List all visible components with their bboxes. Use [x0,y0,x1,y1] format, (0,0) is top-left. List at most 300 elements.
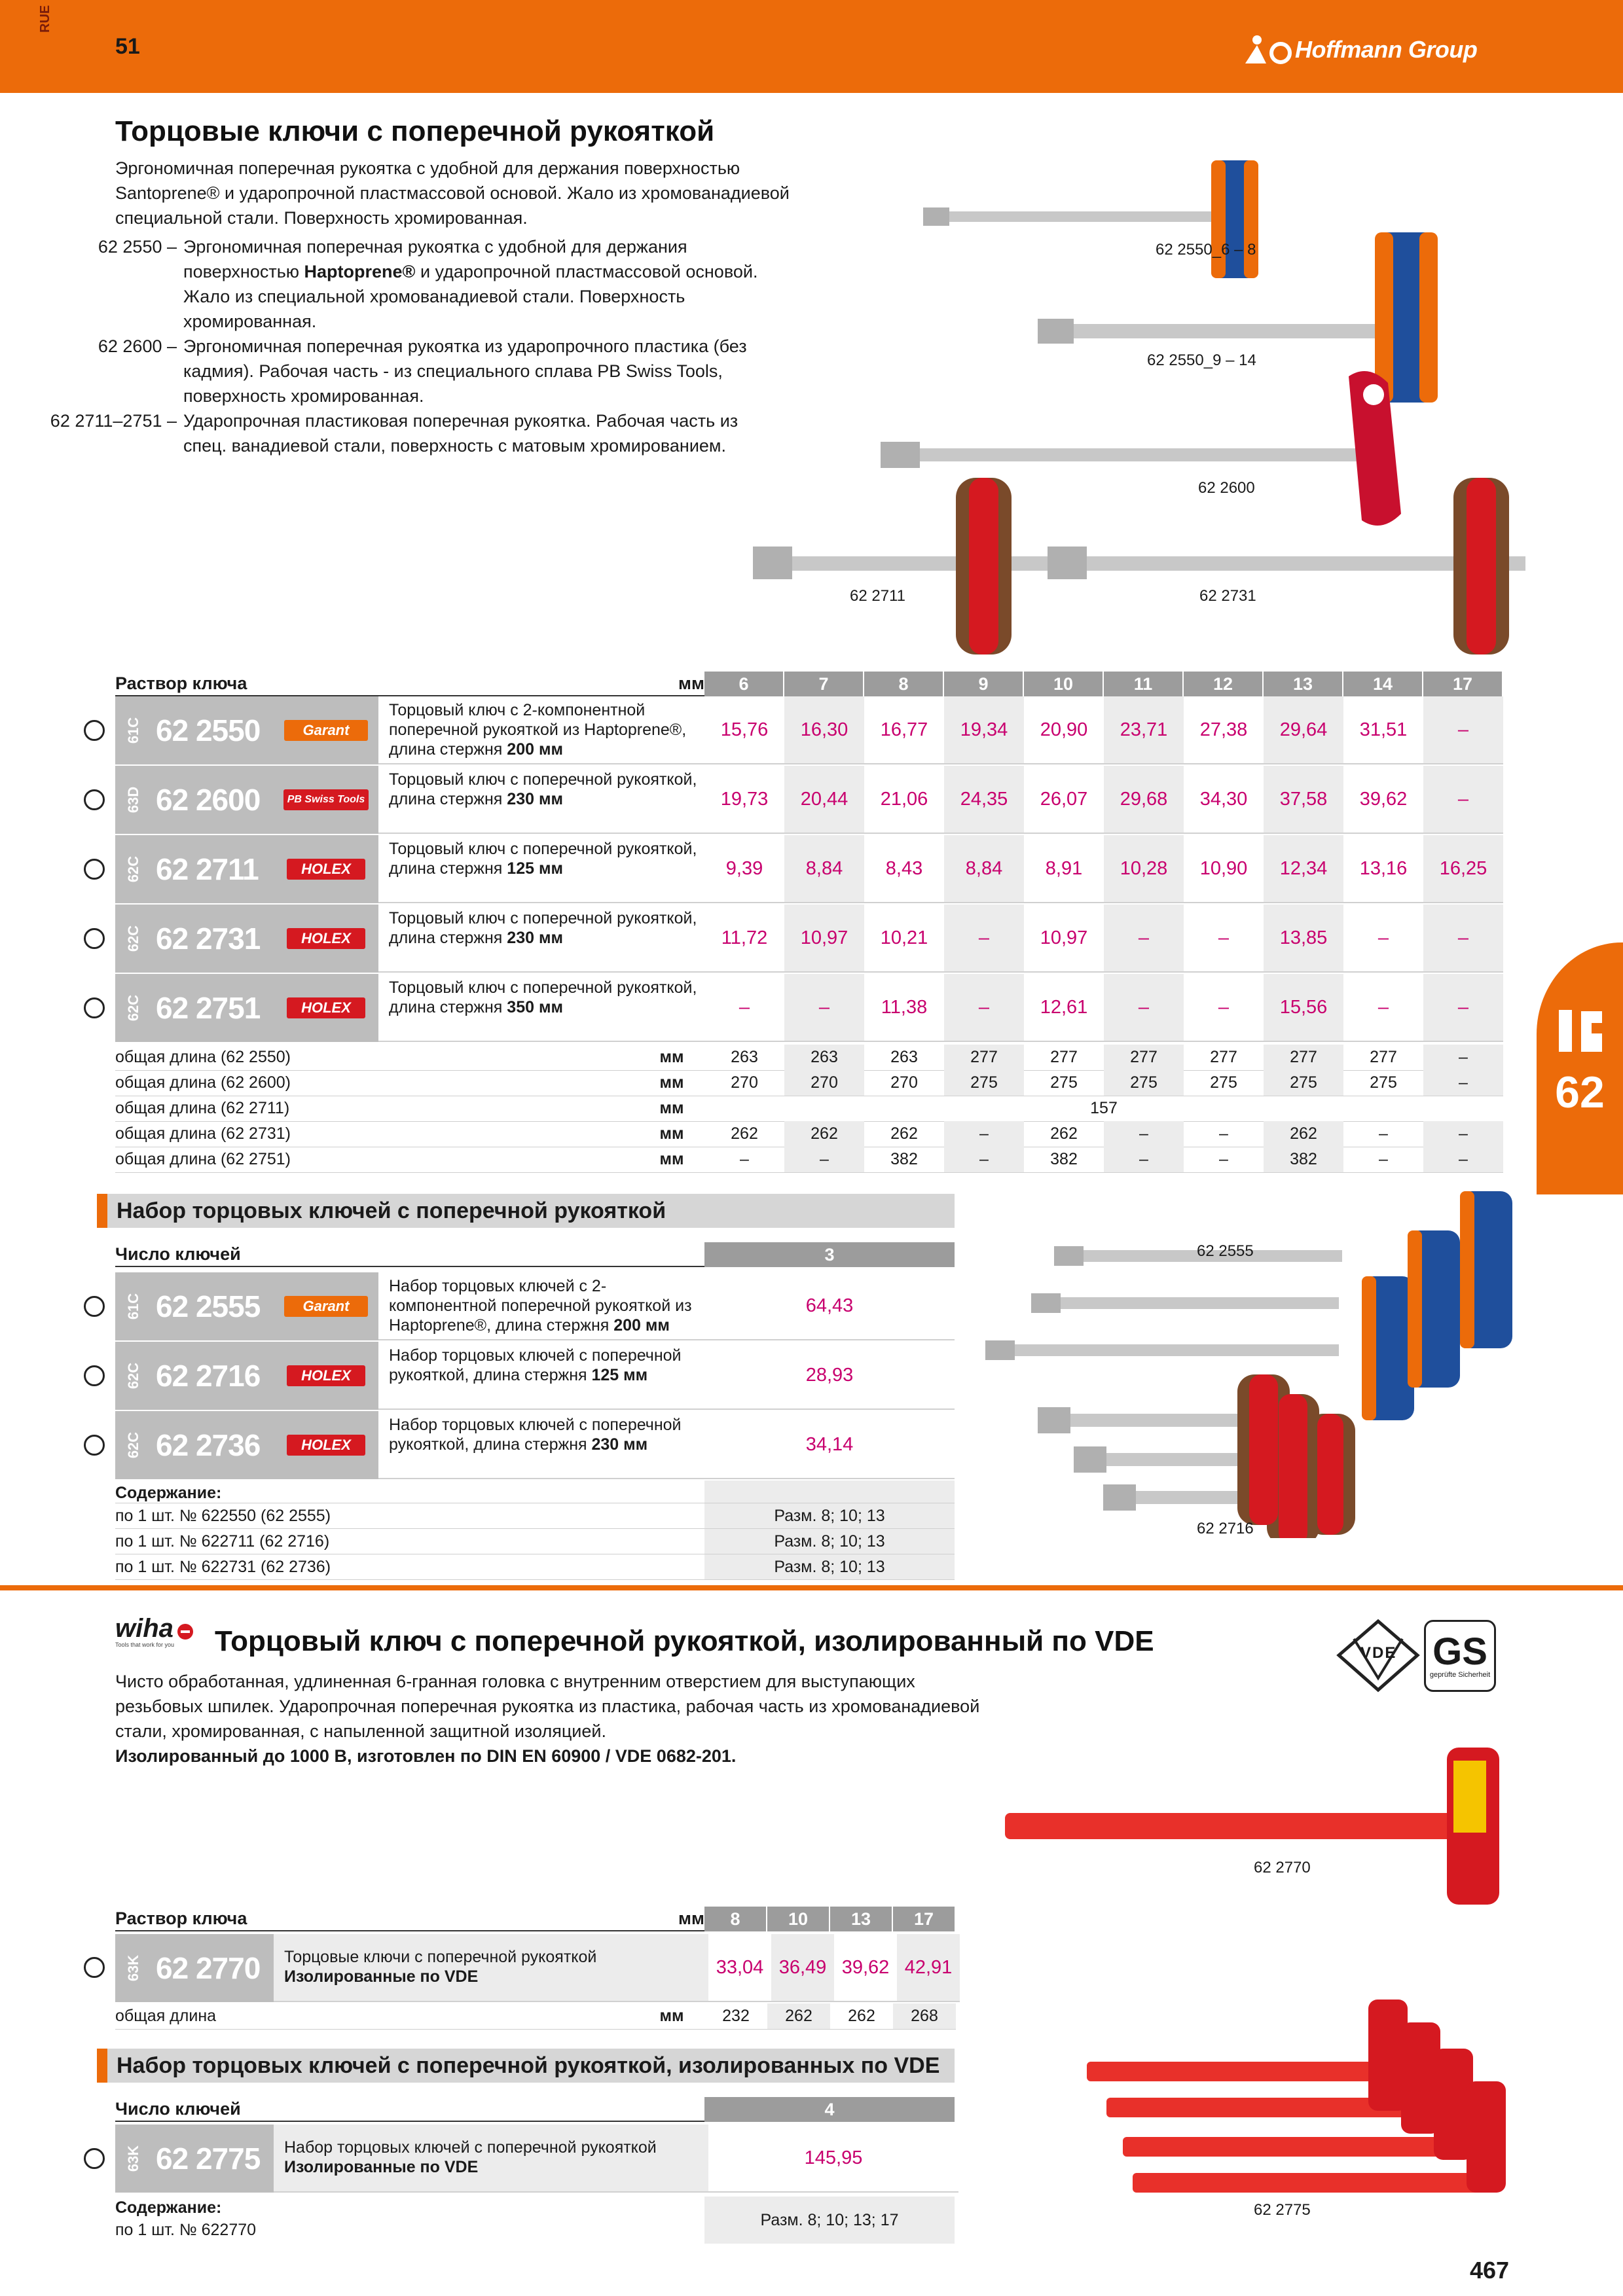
length-label: общая длина (62 2751) [115,1150,291,1168]
description-code: 62 2550 – [98,237,177,257]
length-value: 277 [1370,1048,1397,1066]
price-cell: 64,43 [805,1295,854,1316]
length-value: 262 [1050,1124,1078,1143]
unit-label: мм [678,1909,704,1928]
price-cell: 145,95 [804,2147,863,2168]
price-cell: 11,72 [721,927,768,948]
price-cell: 19,73 [720,788,769,810]
length-value: 262 [767,2003,830,2029]
table-row [115,2125,958,2193]
brand-cell [274,835,378,903]
order-checkbox[interactable] [84,997,105,1018]
length-value: – [1104,1121,1184,1147]
table-row [115,696,1503,764]
brand-logo: HOLEX [287,859,365,880]
section-title: Торцовый ключ с поперечной рукояткой, изолированный по VDE [215,1625,1154,1657]
article-number[interactable]: 62 2736 [152,1411,274,1479]
size-header [704,672,1503,696]
category-code: 62C [115,974,152,1042]
size-header-cell: 8 [864,672,943,696]
length-values [704,1045,1503,1070]
price-cell: 36,49 [771,1934,834,2001]
contents-label: по 1 шт. № 622731 (62 2736) [115,1558,331,1576]
description-bold: Haptoprene® [304,262,416,281]
hoffmann-logo-icon [1244,33,1295,66]
price-cell: 8,84 [784,835,864,902]
length-unit: мм [659,1150,684,1168]
length-values [704,1147,1503,1172]
length-value: – [1423,1070,1503,1096]
length-value: – [1423,1045,1503,1070]
brand-logo: HOLEX [287,928,365,949]
price-cell: 13,85 [1264,905,1343,971]
order-checkbox[interactable] [84,789,105,810]
length-value: 262 [1264,1121,1343,1147]
price-cell: 15,56 [1264,974,1343,1041]
table-row [115,1411,955,1479]
size-header-cell: 11 [1104,672,1182,696]
article-number[interactable]: 62 2731 [152,905,274,973]
length-value: 275 [944,1070,1024,1096]
article-number[interactable]: 62 2711 [152,835,274,903]
gs-sublabel: geprüfte Sicherheit [1429,1671,1491,1679]
price-cell: 26,07 [1040,788,1088,810]
size-header-cell: 17 [893,1907,955,1931]
category-code: 62C [115,1411,152,1479]
section-text-bold: Изолированный до 1000 В, изготовлен по DIN EN 60900 / VDE 0682-201. [115,1746,737,1766]
logo-text: Hoffmann Group [1295,36,1478,63]
row-desc-text: Торцовый ключ с поперечной рукояткой, длина стержня [389,770,697,808]
length-value: 275 [1104,1070,1184,1096]
contents-row [115,1503,955,1529]
price-cell: 27,38 [1199,719,1248,740]
contents-value: Разм. 8; 10; 13 [704,1554,955,1579]
row-desc-text: Торцовый ключ с поперечной рукояткой, длина стержня [389,978,697,1016]
description-part: и ударопрочной пластмассовой основой. Жало из специальной хромованадиевой стали. Поверхность хромированная. [183,262,758,331]
price-cell: – [784,974,864,1041]
product-images-sets [976,1185,1512,1538]
section-title: Торцовые ключи с поперечной рукояткой [115,115,715,147]
row-desc-bold: Изолированные по VDE [284,2158,479,2176]
brand-logo: HOLEX [287,1435,365,1456]
price-cell: 34,14 [805,1433,854,1455]
length-value: 263 [784,1045,864,1070]
price-cells [704,1411,955,1479]
price-cell: 8,91 [1045,857,1083,879]
size-header-cell: 14 [1343,672,1422,696]
vde-label: VDE [1360,1644,1397,1662]
price-cell: 9,39 [725,857,763,879]
size-header-cell: 10 [1024,672,1103,696]
section-title: Набор торцовых ключей с поперечной рукояткой, изолированных по VDE [97,2049,955,2083]
length-value: 277 [1210,1048,1237,1066]
price-cells [704,766,1503,834]
price-cell: 29,68 [1104,766,1184,833]
row-description [378,905,704,973]
row-description [274,2125,708,2193]
length-value: 275 [1370,1073,1397,1092]
length-value: 270 [731,1073,758,1092]
order-checkbox[interactable] [84,859,105,880]
brand-cell [274,1272,378,1340]
brand-cell [274,974,378,1042]
price-cell: 11,38 [881,996,928,1018]
image-label: 62 2550_9 – 14 [1147,351,1256,369]
price-cell: 10,97 [1040,927,1088,948]
price-cell: 10,21 [880,927,928,948]
length-value: 263 [890,1048,918,1066]
length-value: 157 [1090,1099,1118,1117]
length-value: – [944,1121,1024,1147]
length-value: 262 [784,1121,864,1147]
column-label: Число ключей [115,1244,241,1264]
price-cell: 8,43 [885,857,923,879]
image-label: 62 2770 [1254,1859,1311,1876]
category-code: 62C [115,835,152,903]
table-header-row [115,2097,704,2122]
length-label: общая длина (62 2731) [115,1124,291,1143]
description-part: Эргономичная поперечная рукоятка с удобной для держания поверхностью [183,237,687,281]
image-label: 62 2711 [850,587,905,605]
price-cell: 10,90 [1199,857,1248,879]
length-value: – [1423,1147,1503,1172]
length-value: 275 [1050,1073,1078,1092]
length-value: 263 [731,1048,758,1066]
table-row [115,1272,955,1340]
length-row [115,1070,1503,1096]
brand-logo: Garant [284,720,368,741]
contents-row [115,1554,955,1580]
gs-certification-badge [1424,1620,1496,1692]
length-value: 268 [893,2003,956,2029]
language-code: RUE [38,5,52,33]
section-title: Набор торцовых ключей с поперечной рукояткой [97,1194,955,1228]
table-row [115,1934,960,2002]
order-checkbox[interactable] [84,1957,105,1978]
price-cell: 20,90 [1040,719,1088,740]
length-value: 382 [1050,1150,1078,1168]
price-cell: – [1423,766,1503,833]
price-cell: – [944,974,1024,1041]
wrench-icon [1555,1005,1607,1057]
row-description [274,1934,708,2002]
row-description [378,1411,704,1479]
length-label: общая длина (62 2600) [115,1073,291,1092]
price-cell: 21,06 [880,788,928,810]
price-cells [704,974,1503,1042]
price-cell: 20,44 [784,766,864,833]
length-row [115,2003,956,2030]
product-images-top [707,147,1525,664]
brand-logo: Garant [284,1296,368,1317]
article-number[interactable]: 62 2550 [152,696,274,764]
table-header-row [115,672,704,696]
length-value: 277 [1050,1048,1078,1066]
article-number[interactable]: 62 2751 [152,974,274,1042]
price-cell: 12,34 [1264,835,1343,902]
page-number: 467 [1470,2257,1510,2284]
price-cell: – [739,996,750,1018]
order-checkbox[interactable] [84,1296,105,1317]
length-label: общая длина (62 2550) [115,1048,291,1066]
description-code: 62 2600 – [98,336,177,356]
gs-label: GS [1432,1630,1487,1673]
price-cell: – [1104,974,1184,1041]
brand-cell [274,1411,378,1479]
contents-block [115,2197,955,2244]
contents-label: по 1 шт. № 622550 (62 2555) [115,1507,331,1525]
article-number[interactable]: 62 2775 [152,2125,274,2193]
price-cell: 13,16 [1359,857,1408,879]
price-cell: – [1423,974,1503,1041]
price-cells [704,1342,955,1410]
description-code: 62 2711–2751 – [50,411,177,431]
price-cell: 23,71 [1104,696,1184,763]
order-checkbox[interactable] [84,1435,105,1456]
row-desc-text: Набор торцовых ключей с поперечной рукояткой, длина стержня [389,1416,682,1454]
length-value: 270 [890,1073,918,1092]
size-header-cell: 10 [767,1907,829,1931]
price-cell: – [1104,905,1184,971]
price-cell: 33,04 [716,1956,764,1978]
size-header-cell: 17 [1423,672,1502,696]
length-value: – [1379,1150,1388,1168]
contents-value: Разм. 8; 10; 13; 17 [704,2197,955,2244]
row-description [378,1342,704,1410]
length-value: – [1379,1124,1388,1143]
price-cell: 8,84 [944,835,1024,902]
chapter-number: 62 [1555,1067,1605,1117]
price-cell: – [1377,927,1389,948]
description-text: Ударопрочная пластиковая поперечная рукоятка. Рабочая часть из спец. ванадиевой стали, поверхность с матовым хромированием. [183,411,739,456]
size-header [704,1907,956,1931]
order-checkbox[interactable] [84,1365,105,1386]
row-desc-text: Набор торцовых ключей с 2-компонентной поперечной рукояткой из Haptoprene®, длина стержня [389,1277,692,1335]
price-cells [704,696,1503,764]
row-desc-text: Торцовый ключ с 2-компонентной поперечной рукояткой из Haptoprene®, длина стержня [389,701,687,759]
length-value: 232 [722,2007,750,2025]
length-unit: мм [659,2007,684,2025]
wiha-logo [115,1615,194,1648]
row-desc-bold: 230 мм [507,790,563,808]
column-label: Раствор ключа [115,1909,247,1928]
price-cell: 28,93 [805,1364,854,1386]
row-desc-bold: 125 мм [591,1366,648,1384]
order-checkbox[interactable] [84,720,105,741]
category-code: 63K [115,2125,152,2193]
size-header-cell: 6 [704,672,783,696]
brand-logo: HOLEX [287,1365,365,1386]
price-cell: – [944,905,1024,971]
table-row [115,766,1503,834]
price-cell: 42,91 [897,1934,960,2001]
image-label: 62 2600 [1198,479,1255,497]
length-value: 262 [848,2007,875,2025]
image-label: 62 2716 [1197,1520,1254,1537]
category-code: 63K [115,1934,152,2002]
length-value: 277 [944,1045,1024,1070]
article-number[interactable]: 62 2600 [152,766,274,834]
row-desc-text: Набор торцовых ключей с поперечной рукояткой, длина стержня [389,1346,682,1384]
price-cells [704,835,1503,903]
price-cell: 24,35 [944,766,1024,833]
price-cell: 10,28 [1104,835,1184,902]
hoffmann-logo[interactable] [1244,30,1477,69]
price-cell: – [1423,905,1503,971]
count-header: 4 [704,2097,955,2122]
table-row [115,835,1503,903]
table-header-row [115,1907,704,1931]
price-cell: 29,64 [1264,696,1343,763]
length-value: 275 [1210,1073,1237,1092]
row-description [378,974,704,1042]
size-header-cell: 9 [944,672,1023,696]
contents-block [115,1480,955,1580]
brand-logo: HOLEX [287,997,365,1018]
length-unit: мм [659,1124,684,1143]
wiha-mark-icon [177,1623,194,1640]
row-description [378,696,704,764]
contents-title: Содержание: [115,2198,222,2217]
wiha-slogan: Tools that work for you [115,1641,175,1648]
contents-title: Содержание: [115,1484,222,1502]
price-cells [704,905,1503,973]
price-cell: – [1218,996,1230,1018]
article-number[interactable]: 62 2770 [152,1934,274,2002]
length-value: 270 [784,1070,864,1096]
price-cells [704,1272,955,1340]
contents-value: Разм. 8; 10; 13 [704,1529,955,1554]
length-value: 277 [1264,1045,1343,1070]
length-value: 277 [1104,1045,1184,1070]
contents-row [115,1529,955,1554]
column-label: Раствор ключа [115,673,247,693]
row-desc-bold: 200 мм [613,1316,670,1335]
length-row [115,1147,1503,1173]
section-separator [0,1585,1623,1590]
category-code: 61C [115,1272,152,1340]
price-cell: – [1377,996,1389,1018]
table-header-row [115,1242,704,1267]
price-cell: 15,76 [720,719,769,740]
row-desc-bold: 230 мм [507,929,563,947]
row-description [378,766,704,834]
row-desc-bold: Изолированные по VDE [284,1967,479,1986]
length-unit: мм [659,1099,684,1117]
section-text: Чисто обработанная, удлиненная 6-гранная головка с внутренним отверстием для выступающих резьбовых шпилек. Ударопрочная поперечная рукоятка из пластика, рабочая часть из хромованадиевой стали, хромированная, с напыленной защитной изоляцией. [115,1672,980,1741]
column-label: Число ключей [115,2099,241,2119]
length-value: 382 [1264,1147,1343,1172]
size-header-cell: 7 [784,672,863,696]
category-code: 61C [115,696,152,764]
size-header-cell: 12 [1184,672,1262,696]
price-cell: 19,34 [944,696,1024,763]
length-values [704,1070,1503,1096]
table-row [115,905,1503,973]
brand-cell [274,696,378,764]
order-checkbox[interactable] [84,928,105,949]
length-row [115,1096,1503,1122]
size-header-cell: 13 [830,1907,892,1931]
price-cell: 37,58 [1264,766,1343,833]
price-cell: 16,77 [880,719,928,740]
row-desc-bold: 200 мм [507,740,563,759]
category-code: 63D [115,766,152,834]
size-header-cell: 8 [704,1907,766,1931]
count-header: 3 [704,1242,955,1267]
length-value: 382 [890,1150,918,1168]
row-description [378,1272,704,1340]
price-cell: 16,25 [1423,835,1503,902]
intro-text: Эргономичная поперечная рукоятка с удобной для держания поверхностью Santoprene® и ударопрочной пластмассовой основой. Жало из хромованадиевой специальной стали. Поверхность хромированная. [115,158,790,228]
length-row [115,1045,1503,1071]
brand-cell [274,766,378,834]
price-cell: 16,30 [784,696,864,763]
contents-value: Разм. 8; 10; 13 [704,1503,955,1528]
category-code: 62C [115,905,152,973]
image-label: 62 2550_6 – 8 [1156,241,1256,259]
length-label: общая длина (62 2711) [115,1099,290,1117]
price-cell: 10,97 [784,905,864,971]
length-unit: мм [659,1073,684,1092]
description-text [177,234,759,334]
price-cell: 39,62 [1359,788,1408,810]
brand-cell [274,1342,378,1410]
row-desc-bold: 125 мм [507,859,563,878]
row-desc-text: Торцовый ключ с поперечной рукояткой, длина стержня [389,909,697,947]
unit-label: мм [678,673,704,693]
contents-label: по 1 шт. № 622711 (62 2716) [115,1532,330,1551]
product-images-vde [995,1741,1519,2265]
image-label: 62 2555 [1197,1242,1254,1260]
length-value: – [1219,1150,1228,1168]
row-desc-bold: 230 мм [591,1435,648,1454]
price-cell: 34,30 [1199,788,1248,810]
price-cell: – [1218,927,1230,948]
brand-cell [274,905,378,973]
price-cell: – [1423,696,1503,763]
length-value: – [1104,1147,1184,1172]
contents-label: по 1 шт. № 622770 [115,2221,257,2239]
article-number[interactable]: 62 2716 [152,1342,274,1410]
length-label: общая длина [115,2007,217,2025]
length-unit: мм [659,1048,684,1066]
row-desc-text: Торцовый ключ с поперечной рукояткой, длина стержня [389,840,697,878]
order-checkbox[interactable] [84,2148,105,2169]
table-row [115,974,1503,1042]
length-value: – [1423,1121,1503,1147]
length-value: 262 [731,1124,758,1143]
article-number[interactable]: 62 2555 [152,1272,274,1340]
image-label: 62 2731 [1199,587,1256,605]
row-desc-bold: 350 мм [507,998,563,1016]
brand-logo: PB Swiss Tools [283,789,369,810]
length-values [704,1121,1503,1147]
price-cell: 31,51 [1359,719,1408,740]
category-code: 62C [115,1342,152,1410]
row-description [378,835,704,903]
price-cell: 39,62 [841,1956,890,1978]
size-header-cell: 13 [1264,672,1342,696]
price-cell: 12,61 [1040,996,1088,1018]
description-text: Эргономичная поперечная рукоятка из ударопрочного пластика (без кадмия). Рабочая часть - из специального сплава PB Swiss Tools, поверхность хромированная. [183,336,747,406]
length-value: – [740,1150,749,1168]
length-value: – [784,1147,864,1172]
wiha-logo-text: wiha [115,1614,173,1643]
catalog-page-number: 51 [115,34,140,59]
row-desc-line: Набор торцовых ключей с поперечной рукояткой [284,2138,657,2157]
table-row [115,1342,955,1410]
